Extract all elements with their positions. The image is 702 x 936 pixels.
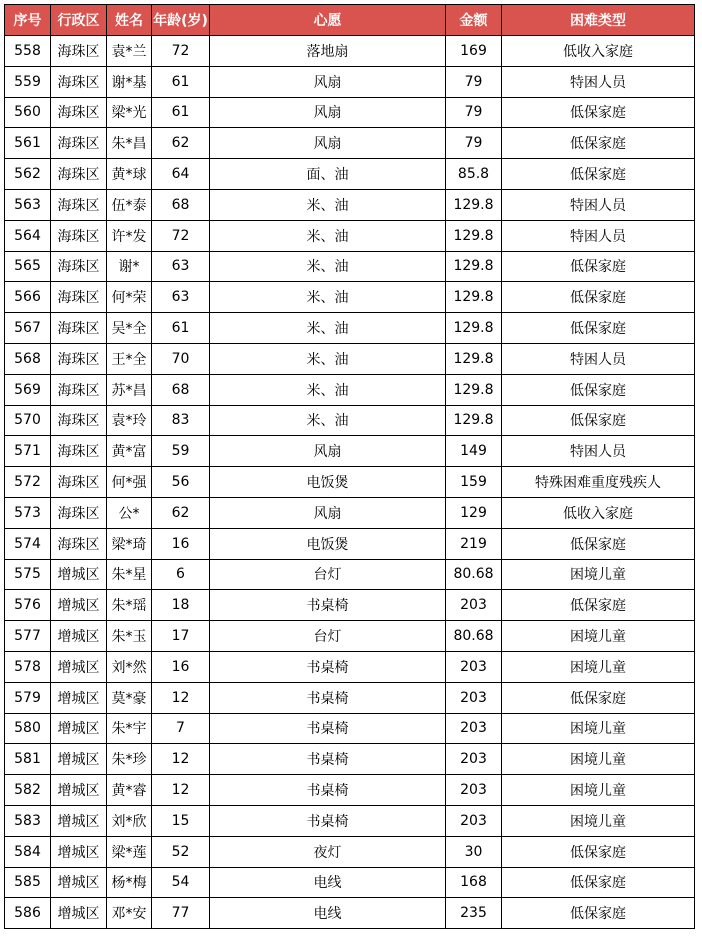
- cell-wish: 米、油: [210, 282, 446, 313]
- cell-name: 莫*豪: [107, 682, 152, 713]
- cell-district: 海珠区: [51, 128, 107, 159]
- cell-name: 吴*全: [107, 313, 152, 344]
- cell-amount: 203: [446, 775, 502, 806]
- cell-name: 邓*安: [107, 898, 152, 929]
- cell-name: 朱*宇: [107, 713, 152, 744]
- cell-age: 61: [152, 97, 210, 128]
- cell-amount: 203: [446, 682, 502, 713]
- cell-age: 83: [152, 405, 210, 436]
- cell-name: 刘*然: [107, 651, 152, 682]
- cell-amount: 79: [446, 97, 502, 128]
- cell-hardship-type: 低收入家庭: [502, 36, 695, 67]
- cell-serial-number: 558: [5, 36, 51, 67]
- table-row: [5, 374, 695, 405]
- cell-serial-number: 580: [5, 713, 51, 744]
- cell-wish: 书桌椅: [210, 590, 446, 621]
- cell-wish: 夜灯: [210, 836, 446, 867]
- table-row: [5, 497, 695, 528]
- cell-amount: 203: [446, 590, 502, 621]
- cell-age: 77: [152, 898, 210, 929]
- cell-amount: 129.8: [446, 282, 502, 313]
- cell-name: 朱*珍: [107, 744, 152, 775]
- cell-district: 海珠区: [51, 36, 107, 67]
- table-header-row: [5, 5, 695, 36]
- cell-hardship-type: 低保家庭: [502, 682, 695, 713]
- table-row: [5, 436, 695, 467]
- table-row: [5, 282, 695, 313]
- cell-age: 68: [152, 189, 210, 220]
- cell-hardship-type: 低保家庭: [502, 528, 695, 559]
- cell-age: 16: [152, 651, 210, 682]
- cell-age: 61: [152, 313, 210, 344]
- cell-age: 68: [152, 374, 210, 405]
- cell-serial-number: 574: [5, 528, 51, 559]
- cell-hardship-type: 低保家庭: [502, 251, 695, 282]
- cell-name: 袁*玲: [107, 405, 152, 436]
- cell-serial-number: 581: [5, 744, 51, 775]
- cell-amount: 129.8: [446, 374, 502, 405]
- table-row: [5, 775, 695, 806]
- cell-age: 16: [152, 528, 210, 559]
- header-age: 年龄(岁): [152, 5, 210, 36]
- cell-wish: 台灯: [210, 559, 446, 590]
- cell-age: 54: [152, 867, 210, 898]
- table-row: [5, 159, 695, 190]
- cell-name: 谢*基: [107, 66, 152, 97]
- table-row: [5, 898, 695, 929]
- cell-name: 朱*玉: [107, 621, 152, 652]
- cell-hardship-type: 特困人员: [502, 189, 695, 220]
- cell-wish: 书桌椅: [210, 713, 446, 744]
- cell-serial-number: 586: [5, 898, 51, 929]
- cell-wish: 风扇: [210, 128, 446, 159]
- cell-wish: 米、油: [210, 313, 446, 344]
- cell-amount: 129.8: [446, 251, 502, 282]
- cell-age: 12: [152, 682, 210, 713]
- cell-serial-number: 570: [5, 405, 51, 436]
- header-hardship-type: 困难类型: [502, 5, 695, 36]
- cell-age: 12: [152, 744, 210, 775]
- cell-hardship-type: 困境儿童: [502, 651, 695, 682]
- table-row: [5, 744, 695, 775]
- cell-district: 海珠区: [51, 251, 107, 282]
- cell-amount: 129.8: [446, 343, 502, 374]
- cell-wish: 风扇: [210, 66, 446, 97]
- cell-hardship-type: 低保家庭: [502, 590, 695, 621]
- cell-hardship-type: 低保家庭: [502, 313, 695, 344]
- cell-district: 增城区: [51, 898, 107, 929]
- cell-wish: 米、油: [210, 343, 446, 374]
- cell-name: 朱*瑶: [107, 590, 152, 621]
- cell-serial-number: 559: [5, 66, 51, 97]
- table-row: [5, 528, 695, 559]
- cell-hardship-type: 困境儿童: [502, 805, 695, 836]
- cell-age: 12: [152, 775, 210, 806]
- table-row: [5, 189, 695, 220]
- cell-serial-number: 576: [5, 590, 51, 621]
- cell-district: 海珠区: [51, 97, 107, 128]
- cell-wish: 米、油: [210, 405, 446, 436]
- cell-hardship-type: 特困人员: [502, 343, 695, 374]
- cell-name: 王*全: [107, 343, 152, 374]
- table-row: [5, 682, 695, 713]
- cell-district: 海珠区: [51, 497, 107, 528]
- table-row: [5, 251, 695, 282]
- cell-wish: 米、油: [210, 374, 446, 405]
- cell-amount: 30: [446, 836, 502, 867]
- cell-amount: 149: [446, 436, 502, 467]
- cell-hardship-type: 特殊困难重度残疾人: [502, 467, 695, 498]
- cell-district: 增城区: [51, 651, 107, 682]
- table-row: [5, 313, 695, 344]
- cell-district: 增城区: [51, 559, 107, 590]
- cell-wish: 书桌椅: [210, 651, 446, 682]
- cell-amount: 203: [446, 744, 502, 775]
- cell-district: 增城区: [51, 744, 107, 775]
- cell-wish: 书桌椅: [210, 805, 446, 836]
- cell-age: 72: [152, 36, 210, 67]
- cell-hardship-type: 低保家庭: [502, 97, 695, 128]
- cell-name: 何*荣: [107, 282, 152, 313]
- cell-amount: 168: [446, 867, 502, 898]
- table-row: [5, 559, 695, 590]
- cell-name: 梁*光: [107, 97, 152, 128]
- table-row: [5, 66, 695, 97]
- cell-district: 海珠区: [51, 159, 107, 190]
- cell-hardship-type: 低保家庭: [502, 128, 695, 159]
- table-row: [5, 590, 695, 621]
- cell-hardship-type: 低保家庭: [502, 898, 695, 929]
- cell-serial-number: 568: [5, 343, 51, 374]
- cell-hardship-type: 困境儿童: [502, 775, 695, 806]
- cell-age: 72: [152, 220, 210, 251]
- cell-name: 黄*睿: [107, 775, 152, 806]
- cell-amount: 219: [446, 528, 502, 559]
- cell-name: 黄*富: [107, 436, 152, 467]
- cell-hardship-type: 困境儿童: [502, 713, 695, 744]
- cell-district: 增城区: [51, 836, 107, 867]
- cell-serial-number: 578: [5, 651, 51, 682]
- cell-name: 梁*莲: [107, 836, 152, 867]
- cell-serial-number: 565: [5, 251, 51, 282]
- cell-hardship-type: 低保家庭: [502, 374, 695, 405]
- cell-name: 何*强: [107, 467, 152, 498]
- cell-wish: 书桌椅: [210, 744, 446, 775]
- cell-age: 64: [152, 159, 210, 190]
- cell-serial-number: 582: [5, 775, 51, 806]
- cell-serial-number: 571: [5, 436, 51, 467]
- header-name: 姓名: [107, 5, 152, 36]
- cell-age: 59: [152, 436, 210, 467]
- cell-wish: 电饭煲: [210, 467, 446, 498]
- cell-serial-number: 585: [5, 867, 51, 898]
- cell-amount: 79: [446, 128, 502, 159]
- cell-name: 黄*球: [107, 159, 152, 190]
- cell-serial-number: 564: [5, 220, 51, 251]
- cell-district: 海珠区: [51, 220, 107, 251]
- cell-serial-number: 562: [5, 159, 51, 190]
- cell-district: 海珠区: [51, 528, 107, 559]
- cell-district: 增城区: [51, 775, 107, 806]
- cell-district: 海珠区: [51, 374, 107, 405]
- cell-district: 增城区: [51, 590, 107, 621]
- table-row: [5, 805, 695, 836]
- table-row: [5, 97, 695, 128]
- cell-age: 17: [152, 621, 210, 652]
- cell-wish: 米、油: [210, 251, 446, 282]
- cell-hardship-type: 低保家庭: [502, 282, 695, 313]
- cell-district: 增城区: [51, 682, 107, 713]
- cell-name: 朱*星: [107, 559, 152, 590]
- cell-serial-number: 561: [5, 128, 51, 159]
- cell-amount: 203: [446, 713, 502, 744]
- cell-district: 海珠区: [51, 66, 107, 97]
- cell-serial-number: 566: [5, 282, 51, 313]
- cell-amount: 159: [446, 467, 502, 498]
- table-row: [5, 220, 695, 251]
- cell-district: 海珠区: [51, 313, 107, 344]
- cell-hardship-type: 低保家庭: [502, 867, 695, 898]
- cell-district: 海珠区: [51, 189, 107, 220]
- cell-wish: 风扇: [210, 497, 446, 528]
- cell-name: 伍*泰: [107, 189, 152, 220]
- header-wish: 心愿: [210, 5, 446, 36]
- cell-serial-number: 572: [5, 467, 51, 498]
- table-row: [5, 36, 695, 67]
- cell-district: 海珠区: [51, 405, 107, 436]
- cell-hardship-type: 低保家庭: [502, 405, 695, 436]
- cell-age: 7: [152, 713, 210, 744]
- cell-age: 70: [152, 343, 210, 374]
- cell-name: 苏*昌: [107, 374, 152, 405]
- cell-name: 朱*昌: [107, 128, 152, 159]
- cell-hardship-type: 困境儿童: [502, 744, 695, 775]
- cell-serial-number: 575: [5, 559, 51, 590]
- cell-wish: 台灯: [210, 621, 446, 652]
- cell-serial-number: 579: [5, 682, 51, 713]
- cell-name: 许*发: [107, 220, 152, 251]
- cell-hardship-type: 特困人员: [502, 66, 695, 97]
- cell-age: 61: [152, 66, 210, 97]
- table-row: [5, 128, 695, 159]
- cell-wish: 电线: [210, 867, 446, 898]
- cell-wish: 电饭煲: [210, 528, 446, 559]
- cell-serial-number: 569: [5, 374, 51, 405]
- cell-amount: 203: [446, 651, 502, 682]
- cell-age: 6: [152, 559, 210, 590]
- cell-hardship-type: 低收入家庭: [502, 497, 695, 528]
- cell-amount: 80.68: [446, 621, 502, 652]
- cell-age: 62: [152, 497, 210, 528]
- cell-amount: 203: [446, 805, 502, 836]
- cell-district: 增城区: [51, 621, 107, 652]
- table-row: [5, 836, 695, 867]
- cell-serial-number: 563: [5, 189, 51, 220]
- cell-wish: 书桌椅: [210, 775, 446, 806]
- cell-name: 袁*兰: [107, 36, 152, 67]
- cell-serial-number: 560: [5, 97, 51, 128]
- cell-name: 谢*: [107, 251, 152, 282]
- header-serial-number: 序号: [5, 5, 51, 36]
- cell-name: 杨*梅: [107, 867, 152, 898]
- cell-district: 海珠区: [51, 436, 107, 467]
- cell-hardship-type: 困境儿童: [502, 559, 695, 590]
- cell-district: 海珠区: [51, 343, 107, 374]
- table-row: [5, 621, 695, 652]
- cell-amount: 79: [446, 66, 502, 97]
- cell-wish: 风扇: [210, 436, 446, 467]
- cell-age: 63: [152, 251, 210, 282]
- cell-name: 公*: [107, 497, 152, 528]
- cell-amount: 129.8: [446, 313, 502, 344]
- cell-wish: 米、油: [210, 220, 446, 251]
- cell-serial-number: 573: [5, 497, 51, 528]
- header-amount: 金额: [446, 5, 502, 36]
- cell-age: 62: [152, 128, 210, 159]
- cell-serial-number: 583: [5, 805, 51, 836]
- cell-amount: 235: [446, 898, 502, 929]
- cell-amount: 129.8: [446, 405, 502, 436]
- cell-amount: 129.8: [446, 220, 502, 251]
- cell-wish: 面、油: [210, 159, 446, 190]
- cell-serial-number: 577: [5, 621, 51, 652]
- cell-age: 18: [152, 590, 210, 621]
- cell-wish: 书桌椅: [210, 682, 446, 713]
- cell-serial-number: 584: [5, 836, 51, 867]
- cell-district: 增城区: [51, 713, 107, 744]
- table-row: [5, 343, 695, 374]
- cell-wish: 落地扇: [210, 36, 446, 67]
- table-row: [5, 651, 695, 682]
- cell-amount: 80.68: [446, 559, 502, 590]
- cell-district: 增城区: [51, 867, 107, 898]
- cell-serial-number: 567: [5, 313, 51, 344]
- cell-district: 增城区: [51, 805, 107, 836]
- cell-district: 海珠区: [51, 467, 107, 498]
- table-row: [5, 867, 695, 898]
- cell-age: 52: [152, 836, 210, 867]
- table-row: [5, 467, 695, 498]
- wish-list-table: [4, 4, 695, 929]
- cell-age: 56: [152, 467, 210, 498]
- cell-hardship-type: 低保家庭: [502, 159, 695, 190]
- cell-district: 海珠区: [51, 282, 107, 313]
- cell-amount: 129: [446, 497, 502, 528]
- cell-hardship-type: 低保家庭: [502, 836, 695, 867]
- cell-hardship-type: 困境儿童: [502, 621, 695, 652]
- cell-name: 梁*琦: [107, 528, 152, 559]
- cell-hardship-type: 特困人员: [502, 220, 695, 251]
- cell-hardship-type: 特困人员: [502, 436, 695, 467]
- cell-wish: 风扇: [210, 97, 446, 128]
- header-district: 行政区: [51, 5, 107, 36]
- table-row: [5, 713, 695, 744]
- cell-age: 15: [152, 805, 210, 836]
- cell-age: 63: [152, 282, 210, 313]
- cell-name: 刘*欣: [107, 805, 152, 836]
- cell-amount: 129.8: [446, 189, 502, 220]
- table-row: [5, 405, 695, 436]
- cell-wish: 米、油: [210, 189, 446, 220]
- cell-wish: 电线: [210, 898, 446, 929]
- cell-amount: 85.8: [446, 159, 502, 190]
- cell-amount: 169: [446, 36, 502, 67]
